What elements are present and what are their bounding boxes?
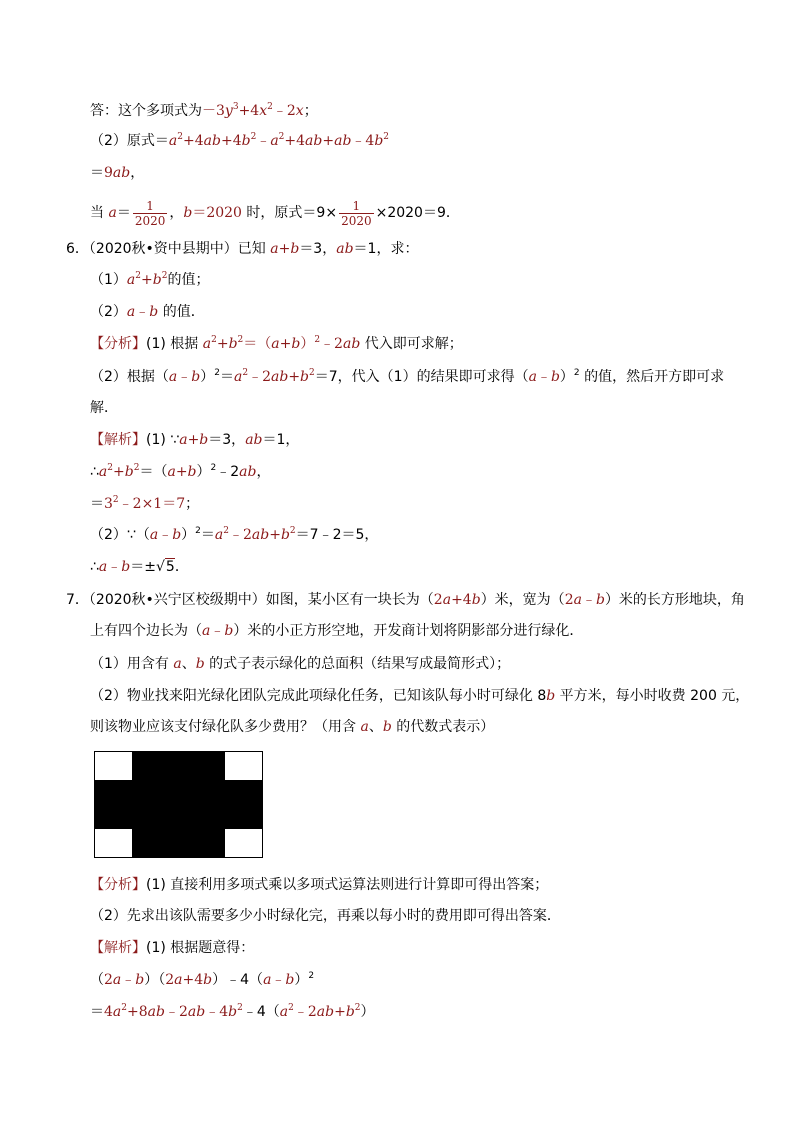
figure-rectangle-with-corner-squares (94, 751, 264, 859)
corner-square-top-left (95, 752, 132, 780)
question-7-part-2: （2）物业找来阳光绿化团队完成此项绿化任务，已知该队每小时可绿化 8b 平方米，每小时收费 200 元， (90, 688, 750, 704)
question-6-part-2: （2）a﹣b 的值． (90, 304, 205, 320)
analysis-7-part-2: （2）先求出该队需要多少小时绿化完，再乘以每小时的费用即可得出答案． (90, 908, 561, 924)
question-6-part-1: $(1)a^2+b^2$的值； (90, 271, 210, 288)
analysis-6-part-1: 【分析】(1) 根据 $a^2+b^2=(a+b)^2﹣2ab$ 代入即可求解； (90, 335, 463, 352)
question-7-part-2-cont: 则该物业应该支付绿化队多少费用？（用含 a、b 的代数式表示） (90, 719, 495, 735)
question-7-title-cont: 上有四个边长为（a﹣b）米的小正方形空地，开发商计划将阴影部分进行绿化． (90, 623, 584, 639)
corner-square-top-right (225, 752, 262, 780)
solution-2-result: ＝9ab， (90, 165, 145, 181)
corner-square-bottom-left (95, 829, 132, 857)
answer-polynomial: 答：这个多项式为$-3y^3+4x^2﹣2x$； (90, 102, 318, 119)
analysis-6-part-2: （2）根据$(a﹣b)^2=a^2﹣2ab+b^2=7$，代入（1）的结果即可求得（a﹣b）$^2$ 的值，然后开方即可求 (90, 368, 725, 385)
solution-6-step-4: ∴a﹣b＝±√5． (90, 559, 189, 575)
solution-6-step-2: $=3^2﹣2\times 1=7$； (90, 495, 200, 512)
corner-square-bottom-right (225, 829, 262, 857)
solution-6-step-3: $(2)\because(a﹣b)^2=a^2﹣2ab+b^2=7﹣2=5$， (90, 526, 379, 543)
solution-6-step-1: $\therefore a^2+b^2=(a+b)^2﹣2ab$， (90, 463, 271, 480)
solution-2-substitute: 当 a＝ $\frac{1}{2020}$ ，b＝2020 时，原式＝9× $\frac{1}{2020}$ ×2020＝9． (90, 198, 460, 228)
question-7-title: 7．（2020秋•兴宁区校级期中）如图，某小区有一块长为（2a+4b）米，宽为（2a﹣b）米的长方形地块，角 (66, 592, 745, 608)
solution-2-expand: （2）原式$=a^2+4ab+4b^2﹣a^2+4ab+ab﹣4b^2$ (90, 132, 390, 149)
solution-7-step-2: $=4a^2+8ab﹣2ab﹣4b^2﹣4(a^2﹣2ab+b^2)$ (90, 1003, 375, 1020)
analysis-7-part-1: 【分析】(1) 直接利用多项式乘以多项式运算法则进行计算即可得出答案； (90, 877, 549, 893)
question-6-title: 6．（2020秋•资中县期中）已知 a+b＝3，ab＝1，求： (66, 241, 419, 257)
question-7-part-1: （1）用含有 a、b 的式子表示绿化的总面积（结果写成最简形式）； (90, 656, 511, 672)
solution-7-step-1: （2a﹣b）（2a+4b）﹣4（a﹣b）$^2$ (90, 971, 315, 988)
solution-6-given: 【解析】(1) ∵a+b＝3，ab＝1， (90, 432, 300, 448)
solution-7-intro: 【解析】(1) 根据题意得： (90, 940, 255, 956)
analysis-6-part-2-end: 解． (90, 400, 118, 416)
